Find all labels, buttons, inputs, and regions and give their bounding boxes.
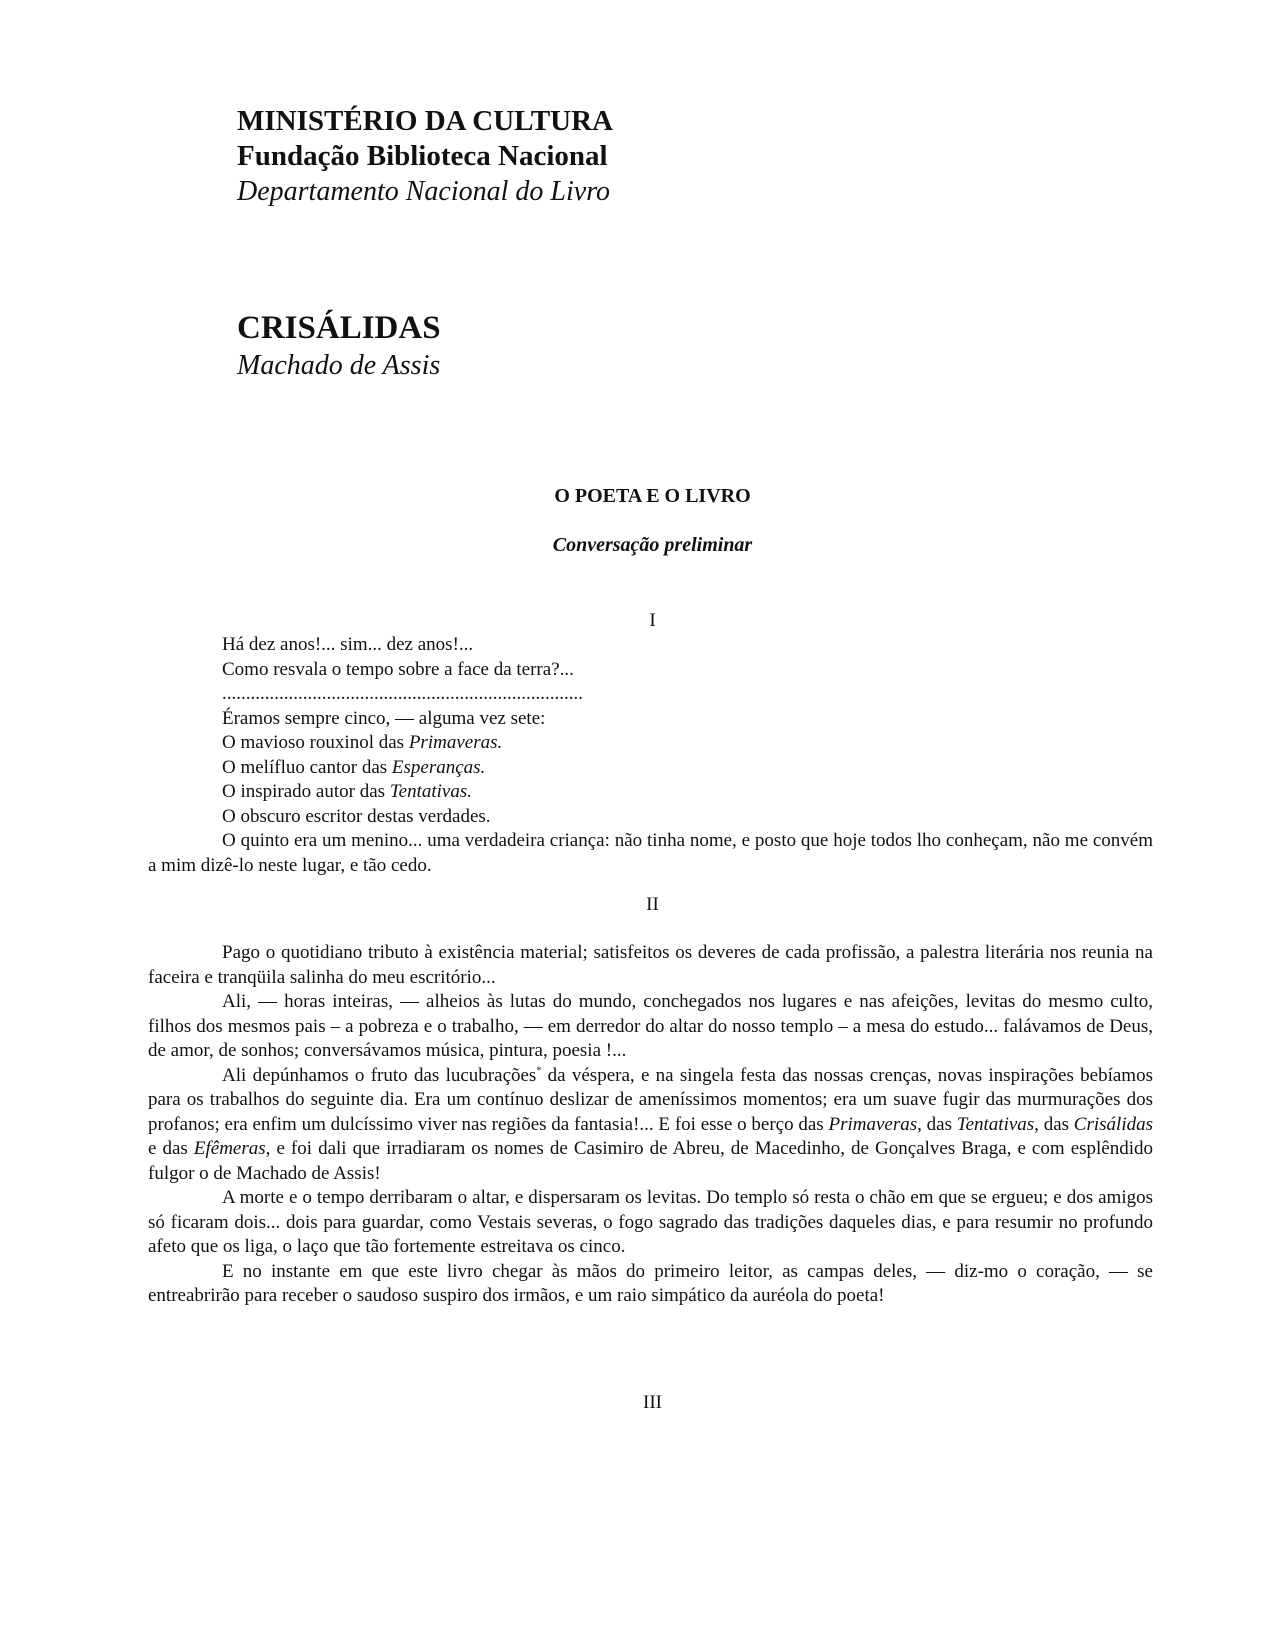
chapter-title: O POETA E O LIVRO	[554, 485, 751, 507]
paragraph: Pago o quotidiano tributo à existência material; satisfeitos os deveres de cada profissão, a palestra literária nos reunia na faceira e tranqüila salinha do meu escritório...	[148, 942, 1153, 988]
section-2-text	[148, 941, 1153, 1309]
verse-line: Éramos sempre cinco, — alguma vez sete:	[222, 707, 546, 729]
verse-line: Há dez anos!... sim... dez anos!...	[222, 634, 474, 655]
verse-line	[148, 731, 1153, 756]
section-numeral-2: II	[646, 894, 659, 915]
book-reference: Efêmeras,	[193, 1138, 271, 1159]
section-numeral-1: I	[649, 610, 656, 631]
book-reference: Tentativas,	[956, 1113, 1039, 1135]
section-1-text	[148, 633, 1153, 878]
paragraph: O quinto era um menino... uma verdadeira criança: não tinha nome, e posto que hoje todos lho conheçam, não me convém a mim dizê-lo neste lugar, e tão cedo.	[148, 830, 1153, 876]
paragraph-text: e das	[148, 1138, 194, 1159]
book-author: Machado de Assis	[237, 350, 441, 381]
verse-text: O melífluo cantor das	[222, 756, 392, 778]
verse-line	[148, 756, 1153, 781]
paragraph-text: da véspera, e na singela festa das nossas crenças, novas inspirações bebíamos para os trabalhos do seguinte dia. Era um contínuo deslizar de ameníssimos momentos; era um suave fugir das murmurações dos profanos; era enfim um dulcíssimo viver nas regiões da fantasia!... E foi esse o berço das	[148, 1064, 1153, 1135]
foundation-heading: Fundação Biblioteca Nacional	[237, 140, 608, 172]
paragraph: E no instante em que este livro chegar às mãos do primeiro leitor, as campas deles, — diz-mo o coração, — se entreabrirão para receber o saudoso suspiro dos irmãos, e um raio simpático da auréola do poeta!	[148, 1260, 1153, 1306]
ellipsis-line: ............................................................................	[222, 683, 583, 704]
verse-text: O inspirado autor das	[222, 781, 390, 802]
verse-line: O obscuro escritor destas verdades.	[222, 805, 491, 827]
paragraph	[148, 1064, 1153, 1187]
paragraph-text: e foi dali que irradiaram os nomes de Casimiro de Abreu, de Macedinho, de Gonçalves Braga, e com esplêndido fulgor o de Machado de Assis!	[148, 1138, 1154, 1184]
paragraph: A morte e o tempo derribaram o altar, e dispersaram os levitas. Do templo só resta o chão em que se ergueu; e dos amigos só ficaram dois... dois para guardar, como Vestais severas, o fogo sagrado das tradições daqueles dias, e para resumir no profundo afeto que os liga, o laço que tão fortemente estreitava os cinco.	[148, 1187, 1153, 1257]
paragraph-text: Ali depúnhamos o fruto das lucubrações	[222, 1064, 537, 1086]
verse-text: O mavioso rouxinol das	[222, 732, 409, 753]
book-title: CRISÁLIDAS	[237, 310, 441, 346]
book-reference: Primaveras,	[828, 1113, 922, 1135]
book-reference: Tentativas.	[389, 781, 472, 802]
department-heading: Departamento Nacional do Livro	[237, 176, 611, 207]
ministry-heading: MINISTÉRIO DA CULTURA	[237, 105, 614, 137]
section-numeral-3: III	[643, 1392, 662, 1413]
paragraph-text: das	[1038, 1113, 1074, 1135]
paragraph-text: das	[921, 1113, 957, 1135]
book-reference: Esperanças.	[391, 756, 486, 778]
verse-line	[148, 780, 1153, 805]
book-reference: Primaveras.	[408, 732, 503, 753]
book-reference: Crisálidas	[1073, 1113, 1153, 1135]
chapter-subtitle: Conversação preliminar	[552, 534, 753, 556]
verse-line: Como resvala o tempo sobre a face da terra?...	[222, 658, 574, 680]
publisher-header	[237, 104, 613, 209]
book-title-block	[237, 308, 441, 384]
paragraph: Ali, — horas inteiras, — alheios às lutas do mundo, conchegados nos lugares e nas afeições, levitas do mesmo culto, filhos dos mesmos pais – a pobreza e o trabalho, — em derredor do altar do nosso templo – a mesa do estudo... falávamos de Deus, de amor, de sonhos; conversávamos música, pintura, poesia !...	[148, 991, 1153, 1061]
footnote-marker[interactable]: *	[536, 1065, 542, 1077]
